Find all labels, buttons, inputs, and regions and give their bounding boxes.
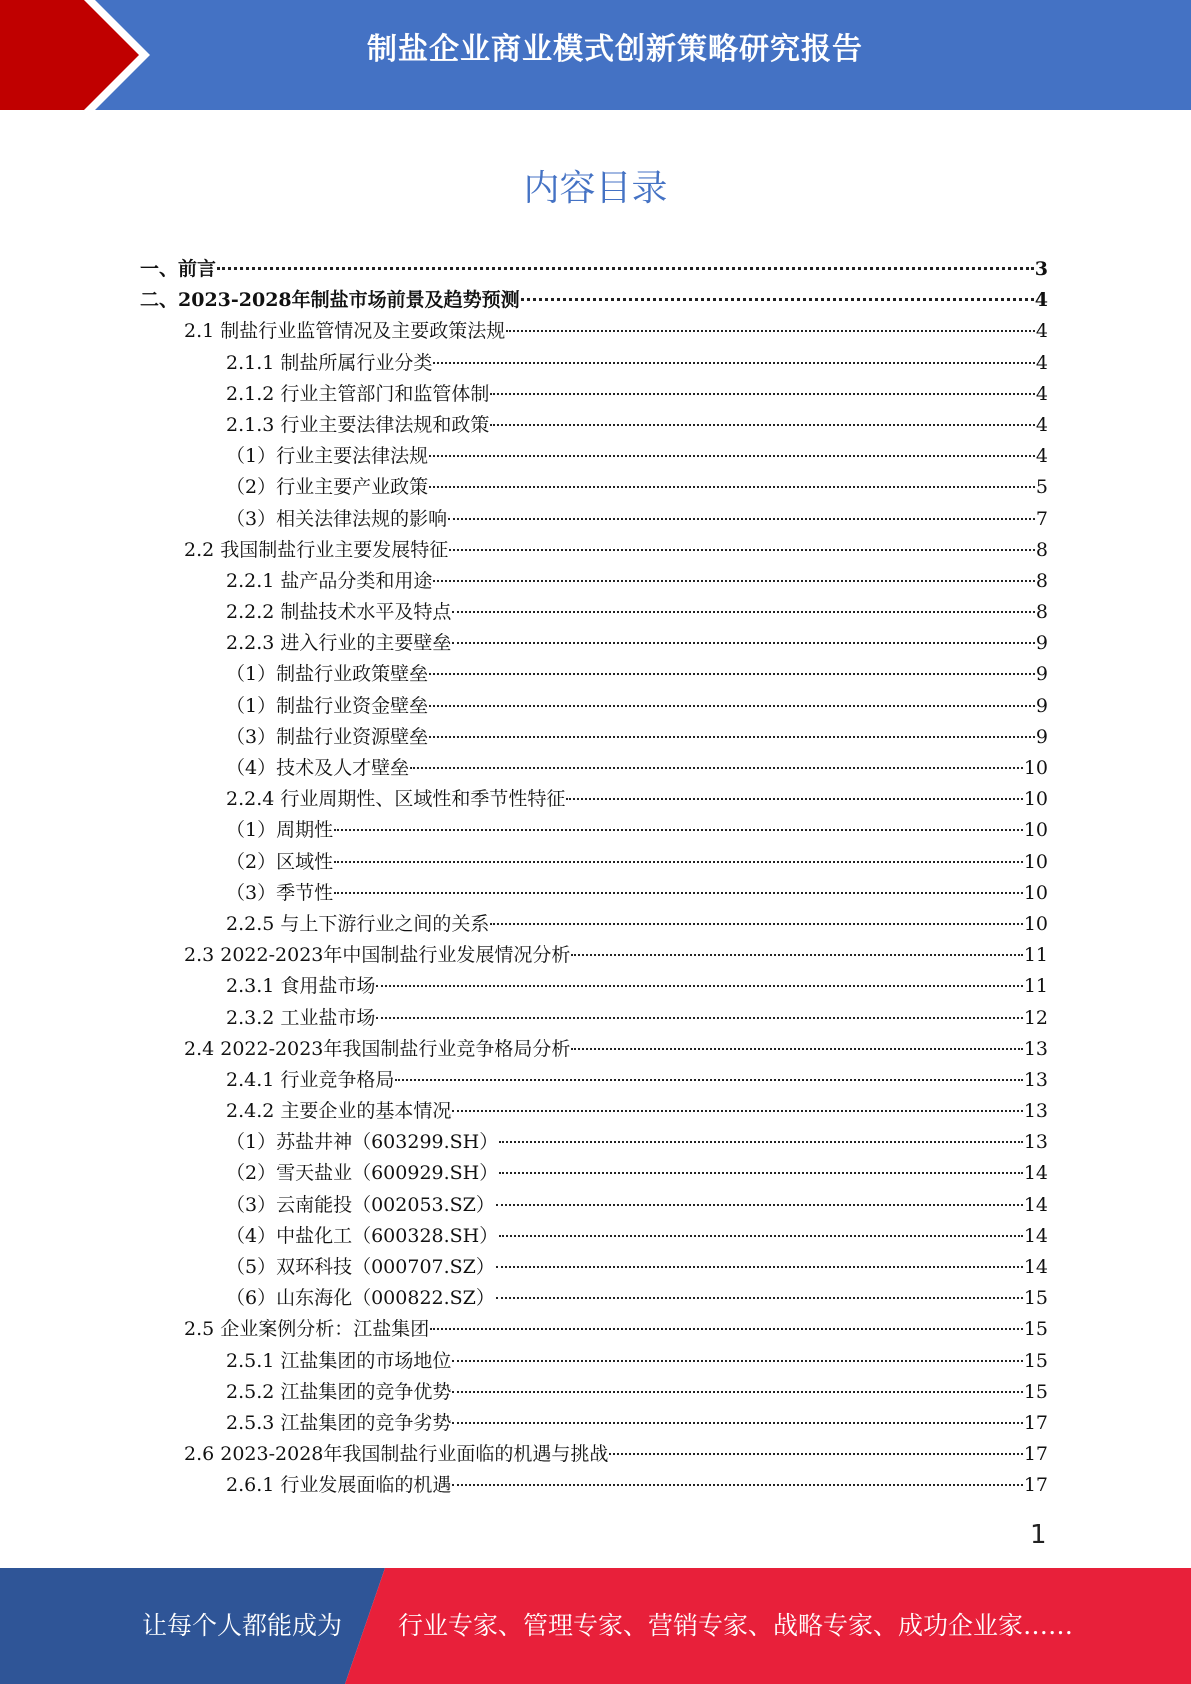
toc-entry[interactable] [140, 971, 1048, 1002]
toc-leader-dots [410, 767, 1023, 769]
toc-entry[interactable] [140, 940, 1048, 971]
toc-entry-text: （1）制盐行业资金壁垒 [226, 694, 429, 717]
toc-entry-text: 2.6.1 行业发展面临的机遇 [226, 1474, 452, 1497]
toc-leader-dots [429, 455, 1035, 457]
toc-entry[interactable] [140, 1377, 1048, 1408]
toc-entry-page: 11 [1023, 944, 1048, 967]
toc-leader-dots [452, 611, 1035, 613]
toc-entry-page: 3 [1034, 258, 1048, 280]
toc-entry[interactable] [140, 441, 1048, 472]
toc-entry-page: 10 [1023, 788, 1048, 811]
toc-leader-dots [452, 1422, 1022, 1424]
toc-entry[interactable] [140, 1127, 1048, 1158]
toc-entry-text: 2.4.1 行业竞争格局 [226, 1068, 395, 1091]
toc-entry-text: （6）山东海化（000822.SZ） [226, 1287, 495, 1310]
toc-leader-dots [496, 1204, 1023, 1206]
toc-entry-text: 2.5.3 江盐集团的竞争劣势 [226, 1411, 452, 1434]
toc-entry-page: 5 [1035, 476, 1048, 499]
toc-entry-text: 2.3.1 食用盐市场 [226, 975, 376, 998]
toc-entry-page: 10 [1023, 819, 1048, 842]
toc-leader-dots [499, 1235, 1023, 1237]
toc-entry[interactable] [140, 1252, 1048, 1283]
toc-leader-dots [496, 1266, 1023, 1268]
toc-entry-page: 9 [1035, 632, 1048, 655]
toc-entry[interactable] [140, 659, 1048, 690]
toc-entry-text: （1）制盐行业政策壁垒 [226, 663, 429, 686]
toc-leader-dots [452, 1360, 1022, 1362]
toc-entry[interactable] [140, 1034, 1048, 1065]
toc-entry-page: 11 [1023, 975, 1048, 998]
toc-leader-dots [334, 829, 1023, 831]
toc-entry[interactable] [140, 1003, 1048, 1034]
toc-entry-text: 2.1.1 制盐所属行业分类 [226, 351, 433, 374]
page-number: 1 [1030, 1520, 1047, 1550]
toc-entry-page: 10 [1023, 912, 1048, 935]
toc-entry-page: 14 [1023, 1256, 1048, 1278]
table-of-contents [140, 254, 1048, 1502]
report-title: 制盐企业商业模式创新策略研究报告 [367, 32, 863, 67]
toc-entry-text: 2.2 我国制盐行业主要发展特征 [184, 538, 449, 561]
toc-entry-text: （1）周期性 [226, 819, 334, 842]
toc-entry[interactable] [140, 1190, 1048, 1221]
toc-leader-dots [452, 1110, 1022, 1112]
page-header [0, 0, 1191, 110]
toc-entry[interactable] [140, 285, 1048, 316]
toc-entry-page: 10 [1023, 757, 1048, 779]
toc-entry-page: 13 [1023, 1100, 1048, 1123]
toc-entry-text: 2.1 制盐行业监管情况及主要政策法规 [184, 320, 506, 343]
toc-entry-text: （3）季节性 [226, 881, 334, 904]
toc-entry-page: 9 [1035, 725, 1048, 748]
toc-entry[interactable] [140, 909, 1048, 940]
toc-entry-text: （5）双环科技（000707.SZ） [226, 1256, 495, 1278]
toc-entry[interactable] [140, 597, 1048, 628]
toc-entry-text: （3）相关法律法规的影响 [226, 507, 448, 530]
toc-entry[interactable] [140, 472, 1048, 503]
toc-leader-dots [430, 1328, 1023, 1330]
toc-entry-text: 2.2.1 盐产品分类和用途 [226, 569, 433, 592]
toc-entry[interactable] [140, 1096, 1048, 1127]
toc-entry-page: 13 [1023, 1037, 1048, 1060]
toc-entry-page: 4 [1035, 351, 1048, 374]
toc-entry-page: 4 [1035, 413, 1048, 436]
toc-entry-text: 2.6 2023-2028年我国制盐行业面临的机遇与挑战 [184, 1443, 609, 1466]
toc-entry-page: 7 [1035, 507, 1048, 530]
toc-leader-dots [496, 1297, 1023, 1299]
toc-entry-text: 一、前言 [140, 258, 217, 280]
toc-leader-dots [433, 362, 1035, 364]
toc-entry-text: 2.5.2 江盐集团的竞争优势 [226, 1380, 452, 1403]
toc-entry[interactable] [140, 847, 1048, 878]
toc-entry-page: 12 [1023, 1006, 1048, 1029]
toc-entry-text: 2.2.5 与上下游行业之间的关系 [226, 912, 490, 935]
toc-leader-dots [429, 486, 1035, 488]
toc-entry[interactable] [140, 1314, 1048, 1345]
toc-leader-dots [395, 1079, 1022, 1081]
toc-entry-text: 2.5 企业案例分析：江盐集团 [184, 1318, 430, 1341]
toc-entry-text: 2.3 2022-2023年中国制盐行业发展情况分析 [184, 944, 571, 967]
toc-entry[interactable] [140, 878, 1048, 909]
toc-leader-dots [429, 736, 1035, 738]
toc-entry[interactable] [140, 566, 1048, 597]
toc-leader-dots [609, 1453, 1022, 1455]
toc-entry-text: （3）云南能投（002053.SZ） [226, 1193, 495, 1216]
toc-entry[interactable] [140, 348, 1048, 379]
toc-entry[interactable] [140, 1158, 1048, 1189]
toc-entry[interactable] [140, 1346, 1048, 1377]
toc-leader-dots [433, 580, 1035, 582]
toc-leader-dots [499, 1172, 1023, 1174]
toc-entry-text: （1）行业主要法律法规 [226, 445, 429, 468]
toc-entry-page: 17 [1023, 1474, 1048, 1497]
toc-entry-page: 15 [1023, 1287, 1048, 1310]
toc-entry-page: 8 [1035, 538, 1048, 561]
toc-entry-text: 2.2.2 制盐技术水平及特点 [226, 601, 452, 624]
toc-entry-page: 4 [1034, 289, 1048, 312]
toc-leader-dots [429, 673, 1035, 675]
toc-leader-dots [376, 1017, 1022, 1019]
toc-leader-dots [448, 518, 1035, 520]
toc-leader-dots [376, 985, 1022, 987]
toc-leader-dots [490, 923, 1022, 925]
toc-entry[interactable] [140, 535, 1048, 566]
toc-entry-page: 9 [1035, 694, 1048, 717]
toc-entry[interactable] [140, 784, 1048, 815]
toc-entry-text: （3）制盐行业资源壁垒 [226, 725, 429, 748]
toc-entry-text: 2.5.1 江盐集团的市场地位 [226, 1349, 452, 1372]
toc-entry-page: 4 [1035, 445, 1048, 468]
toc-entry-page: 17 [1023, 1411, 1048, 1434]
toc-entry-text: 2.4.2 主要企业的基本情况 [226, 1100, 452, 1123]
toc-entry[interactable] [140, 1065, 1048, 1096]
toc-entry-text: 二、2023-2028年制盐市场前景及趋势预测 [140, 289, 520, 312]
toc-entry-page: 4 [1035, 320, 1048, 343]
toc-entry-page: 8 [1035, 601, 1048, 624]
toc-entry-page: 15 [1023, 1349, 1048, 1372]
toc-entry-page: 10 [1023, 881, 1048, 904]
toc-entry[interactable] [140, 1439, 1048, 1470]
toc-leader-dots [490, 393, 1035, 395]
toc-entry-text: 2.2.4 行业周期性、区域性和季节性特征 [226, 788, 566, 811]
toc-leader-dots [449, 549, 1035, 551]
page-footer [0, 1568, 1191, 1684]
toc-leader-dots [452, 642, 1035, 644]
toc-entry-page: 14 [1023, 1224, 1048, 1247]
toc-entry-page: 17 [1023, 1443, 1048, 1466]
toc-entry[interactable] [140, 722, 1048, 753]
toc-entry[interactable] [140, 628, 1048, 659]
toc-leader-dots [429, 705, 1035, 707]
toc-entry-text: 2.1.3 行业主要法律法规和政策 [226, 413, 490, 436]
toc-entry[interactable] [140, 1408, 1048, 1439]
toc-entry[interactable] [140, 254, 1048, 285]
footer-slogan-right: 行业专家、管理专家、营销专家、战略专家、成功企业家…… [398, 1611, 1074, 1640]
toc-entry[interactable] [140, 316, 1048, 347]
toc-entry-page: 8 [1035, 569, 1048, 592]
toc-title: 内容目录 [523, 168, 668, 209]
toc-leader-dots [490, 424, 1035, 426]
toc-entry-page: 15 [1023, 1318, 1048, 1341]
toc-entry-page: 13 [1023, 1131, 1048, 1154]
toc-leader-dots [452, 1484, 1022, 1486]
toc-entry-text: （2）行业主要产业政策 [226, 476, 429, 499]
toc-entry-page: 14 [1023, 1162, 1048, 1185]
toc-entry[interactable] [140, 1283, 1048, 1314]
toc-entry-text: 2.1.2 行业主管部门和监管体制 [226, 382, 490, 405]
toc-entry-page: 4 [1035, 382, 1048, 405]
toc-entry-page: 10 [1023, 850, 1048, 873]
toc-leader-dots [571, 954, 1022, 956]
toc-entry[interactable] [140, 1470, 1048, 1501]
toc-entry-text: 2.2.3 进入行业的主要壁垒 [226, 632, 452, 655]
toc-leader-dots [571, 1048, 1022, 1050]
toc-entry-page: 14 [1023, 1193, 1048, 1216]
toc-leader-dots [506, 330, 1035, 332]
toc-entry-page: 9 [1035, 663, 1048, 686]
toc-entry[interactable] [140, 410, 1048, 441]
toc-entry-text: （4）中盐化工（600328.SH） [226, 1224, 499, 1247]
toc-entry-text: （2）雪天盐业（600929.SH） [226, 1162, 499, 1185]
toc-entry-text: （4）技术及人才壁垒 [226, 757, 410, 779]
toc-leader-dots [217, 267, 1034, 270]
toc-entry[interactable] [140, 815, 1048, 846]
toc-leader-dots [334, 892, 1023, 894]
toc-entry-page: 15 [1023, 1380, 1048, 1403]
toc-entry[interactable] [140, 379, 1048, 410]
toc-entry[interactable] [140, 504, 1048, 535]
toc-leader-dots [521, 298, 1034, 301]
toc-entry[interactable] [140, 1221, 1048, 1252]
toc-entry-text: 2.4 2022-2023年我国制盐行业竞争格局分析 [184, 1037, 571, 1060]
toc-entry-text: 2.3.2 工业盐市场 [226, 1006, 376, 1029]
toc-entry[interactable] [140, 753, 1048, 784]
footer-slogan-left: 让每个人都能成为 [142, 1611, 343, 1640]
toc-leader-dots [499, 1141, 1023, 1143]
toc-entry-text: （1）苏盐井神（603299.SH） [226, 1131, 499, 1154]
toc-entry-text: （2）区域性 [226, 850, 334, 873]
toc-leader-dots [334, 861, 1023, 863]
toc-entry-page: 13 [1023, 1068, 1048, 1091]
toc-entry[interactable] [140, 691, 1048, 722]
toc-leader-dots [452, 1391, 1022, 1393]
toc-leader-dots [566, 798, 1022, 800]
